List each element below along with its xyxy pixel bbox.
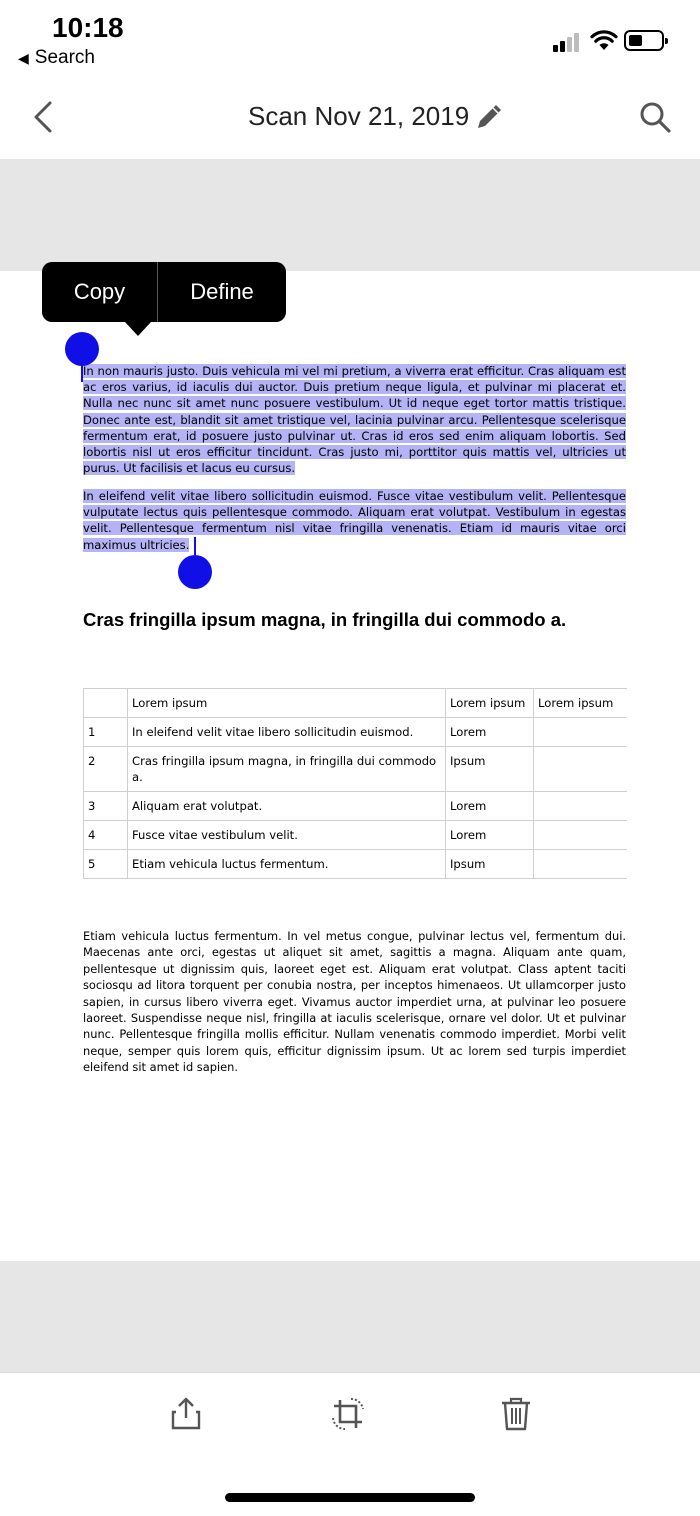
battery-icon bbox=[624, 30, 664, 51]
table-cell[interactable]: Lorem bbox=[446, 792, 534, 821]
table-cell[interactable]: 1 bbox=[84, 718, 128, 747]
table-header-cell[interactable]: Lorem ipsum bbox=[446, 689, 534, 718]
text-context-menu bbox=[42, 262, 286, 322]
table-header-cell[interactable]: Lorem ipsum bbox=[128, 689, 446, 718]
table-cell[interactable]: Ipsum bbox=[446, 747, 534, 792]
selected-paragraph-2[interactable] bbox=[83, 488, 626, 553]
table-cell[interactable]: Lorem bbox=[446, 718, 534, 747]
viewer-bottom-margin bbox=[0, 1261, 700, 1372]
define-menu-item[interactable]: Define bbox=[190, 279, 254, 304]
selection-start-handle[interactable] bbox=[65, 332, 99, 366]
table-row bbox=[84, 850, 628, 879]
table-cell[interactable]: 3 bbox=[84, 792, 128, 821]
table-cell[interactable]: 5 bbox=[84, 850, 128, 879]
table-row bbox=[84, 821, 628, 850]
selected-text-1[interactable]: In non mauris justo. Duis vehicula mi vel mi pretium, a viverra erat efficitur. Cras aliquam est ac eros varius, id iaculis dui auctor. Duis pretium neque ligula, et pulvinar mi placerat et. Nulla nec nunc sit amet nunc posuere vestibulum. Ut id neque eget tortor mattis tristique. Donec ante est, blandit sit amet tristique vel, lacinia pulvinar arcu. Pellentesque scelerisque fermentum erat, id posuere justo pulvinar ut. Cras id eros sed enim aliquam lobortis. Sed lobortis nisl ut eros efficitur tincidunt. Cras justo mi, porttitor quis mattis vel, ultricies ut purus. Ut facilisis et lacus eu cursus. bbox=[83, 364, 626, 476]
selection-end-caret bbox=[194, 537, 196, 555]
body-paragraph-3[interactable]: Etiam vehicula luctus fermentum. In vel metus congue, pulvinar lectus vel, fermentum dui. Maecenas ante orci, egestas ut aliquet sit amet, sagittis a magna. Aliquam ante quam, pellentesque ut dignissim quis, laoreet eget est. Aliquam erat volutpat. Class aptent taciti sociosqu ad litora torquent per conubia nostra, per inceptos himenaeos. Ut ullamcorper justo sapien, in cursus libero viverra eget. Vivamus auctor imperdiet urna, at pulvinar leo posuere laoreet. Suspendisse neque nisl, fringilla at iaculis scelerisque, ornare vel dolor. Ut et pulvinar nunc. Pellentesque fringilla mollis efficitur. Nullam venenatis commodo imperdiet. Morbi velit neque, semper quis lorem quis, efficitur dignissim ipsum. Ut ac lorem sed turpis imperdiet eleifend sit amet id sapien. bbox=[83, 929, 626, 1075]
selection-end-handle[interactable] bbox=[178, 555, 212, 589]
home-indicator[interactable] bbox=[225, 1493, 475, 1502]
table-cell[interactable]: Aliquam erat volutpat. bbox=[128, 792, 446, 821]
trash-icon[interactable] bbox=[498, 1396, 534, 1432]
document-table bbox=[83, 688, 627, 879]
table-cell[interactable]: Etiam vehicula luctus fermentum. bbox=[128, 850, 446, 879]
cellular-signal-icon bbox=[553, 32, 583, 52]
menu-pointer-arrow bbox=[125, 322, 151, 336]
share-icon[interactable] bbox=[168, 1396, 204, 1432]
table-row bbox=[84, 718, 628, 747]
table-header-cell bbox=[84, 689, 128, 718]
back-to-search-link[interactable] bbox=[18, 47, 95, 69]
table-cell bbox=[534, 821, 628, 850]
table-cell bbox=[534, 718, 628, 747]
scan-title[interactable]: Scan Nov 21, 2019 bbox=[248, 101, 470, 131]
back-chevron-icon[interactable] bbox=[30, 100, 60, 134]
back-app-label: Search bbox=[34, 47, 95, 68]
table-cell bbox=[534, 792, 628, 821]
table-cell[interactable]: Cras fringilla ipsum magna, in fringilla dui commodo a. bbox=[128, 747, 446, 792]
crop-rotate-icon[interactable] bbox=[330, 1396, 366, 1432]
table-row bbox=[84, 747, 628, 792]
status-time: 10:18 bbox=[52, 12, 124, 43]
table-row bbox=[84, 792, 628, 821]
table-cell[interactable]: 4 bbox=[84, 821, 128, 850]
table-header-row bbox=[84, 689, 628, 718]
document-heading[interactable]: Cras fringilla ipsum magna, in fringilla dui commodo a. bbox=[83, 609, 567, 630]
table-cell bbox=[534, 850, 628, 879]
viewer-top-margin bbox=[0, 159, 700, 271]
wifi-icon bbox=[590, 29, 618, 51]
table-cell[interactable]: Ipsum bbox=[446, 850, 534, 879]
selected-paragraph-1[interactable] bbox=[83, 363, 626, 476]
copy-menu-item[interactable]: Copy bbox=[73, 279, 126, 304]
search-icon[interactable] bbox=[638, 100, 672, 134]
table-cell[interactable]: Lorem bbox=[446, 821, 534, 850]
pencil-edit-icon[interactable] bbox=[474, 100, 506, 132]
table-cell[interactable]: 2 bbox=[84, 747, 128, 792]
table-header-cell[interactable]: Lorem ipsum bbox=[534, 689, 628, 718]
back-triangle-icon: ◀ bbox=[18, 50, 29, 66]
table-cell[interactable]: In eleifend velit vitae libero sollicitudin euismod. bbox=[128, 718, 446, 747]
table-cell[interactable]: Fusce vitae vestibulum velit. bbox=[128, 821, 446, 850]
table-cell bbox=[534, 747, 628, 792]
selected-text-2[interactable]: In eleifend velit vitae libero sollicitudin euismod. Fusce vitae vestibulum velit. Pellentesque vulputate lectus quis pellentesque commodo. Aliquam erat volutpat. Vestibulum in egestas velit. Pellentesque fermentum nisl vitae fringilla venenatis. Etiam id mauris vitae orci maximus ultricies. bbox=[83, 489, 626, 552]
selection-start-caret bbox=[81, 364, 83, 382]
